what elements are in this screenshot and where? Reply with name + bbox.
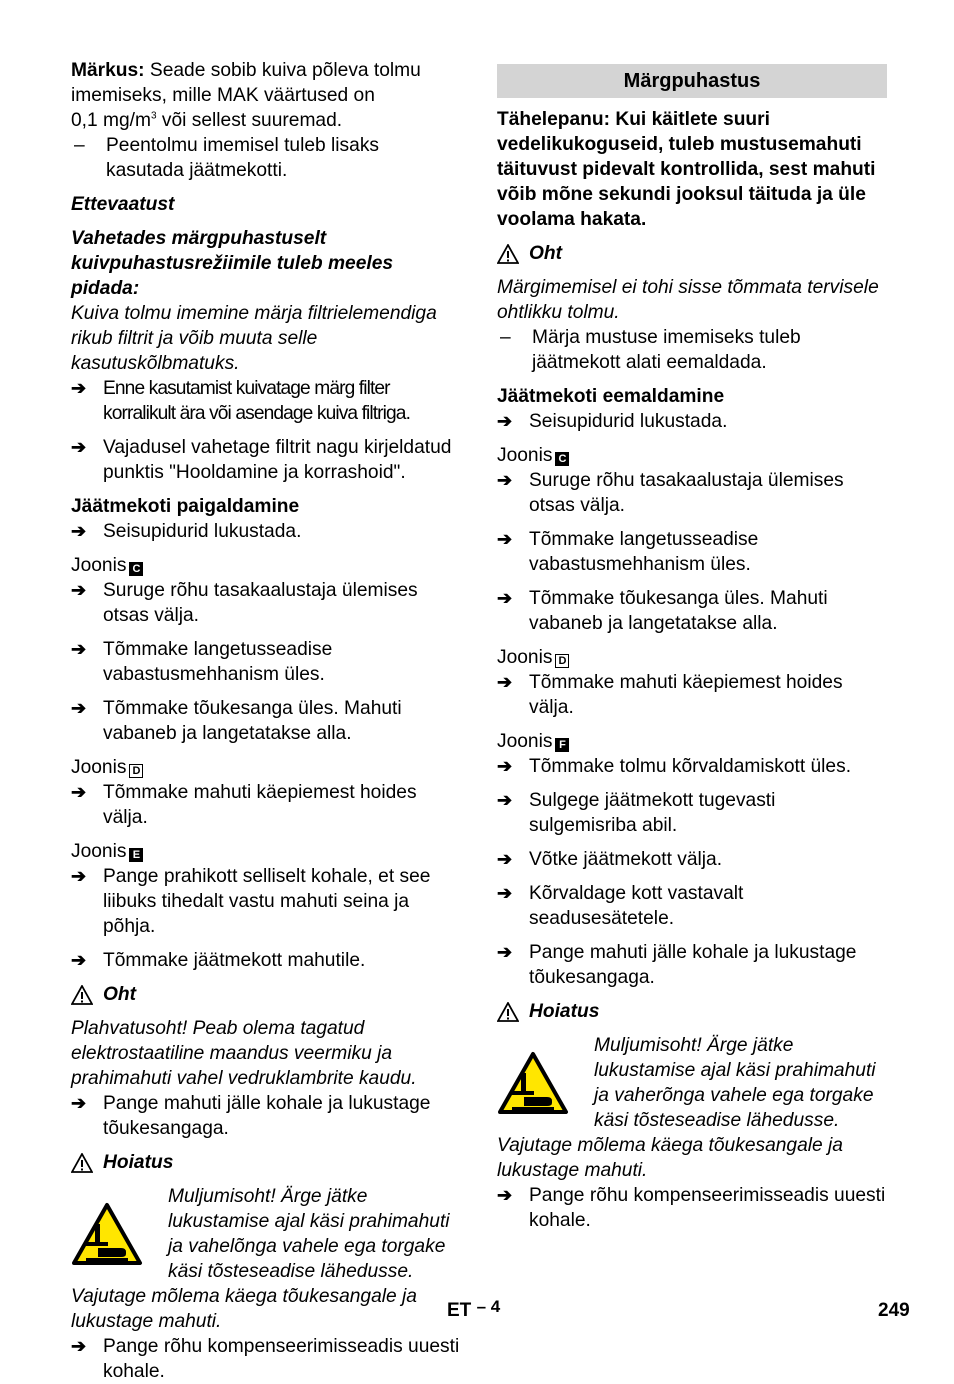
step-text: Suruge rõhu tasakaalustaja ülemises otsas välja. xyxy=(103,580,418,626)
step-item xyxy=(497,1183,887,1233)
figure-c-icon: C xyxy=(555,452,569,466)
step-item xyxy=(71,637,461,687)
step-item xyxy=(71,1091,461,1141)
step-item xyxy=(71,696,461,746)
step-item xyxy=(497,586,887,636)
dash-icon: – xyxy=(500,327,511,348)
figure-ref xyxy=(497,443,887,468)
step-item xyxy=(71,578,461,628)
step-text: Vajadusel vahetage filtrit nagu kirjeldatud punktis "Hooldamine ja korrashoid". xyxy=(103,437,452,483)
step-text: Tõmmake langetusseadise vabastusmehhanism üles. xyxy=(529,529,759,575)
figure-d-icon: D xyxy=(555,654,569,668)
step-item xyxy=(497,409,887,434)
section-title: Märgpuhastus xyxy=(497,64,887,98)
danger-heading xyxy=(71,982,461,1007)
arrow-icon: ➔ xyxy=(497,756,513,776)
step-text: Tõmmake jäätmekott mahutile. xyxy=(103,950,366,971)
right-column xyxy=(497,64,887,1233)
figure-ref xyxy=(497,645,887,670)
dash-item xyxy=(497,325,887,375)
arrow-icon: ➔ xyxy=(71,521,87,541)
arrow-icon: ➔ xyxy=(497,672,513,692)
figure-e-icon: E xyxy=(129,848,143,862)
footer-page-ref: – 4 xyxy=(476,1297,501,1316)
step-item xyxy=(497,670,887,720)
caution-text: Kuiva tolmu imemine märja filtrielemendiga rikub filtrit ja võib muuta selle kasutuskõlbmatuks. xyxy=(71,303,437,374)
step-item xyxy=(497,468,887,518)
caution-title: Ettevaatust xyxy=(71,194,175,215)
figure-ref xyxy=(497,729,887,754)
footer-language xyxy=(447,1298,500,1323)
step-text: Tõmmake langetusseadise vabastusmehhanism üles. xyxy=(103,639,333,685)
hand-crush-hazard-icon xyxy=(497,1051,569,1115)
figure-label: Joonis xyxy=(497,731,553,752)
step-item xyxy=(71,435,461,485)
step-text: Pange rõhu kompenseerimisseadis uuesti kohale. xyxy=(103,1336,460,1382)
hand-crush-hazard-icon xyxy=(71,1202,143,1266)
step-text: Võtke jäätmekott välja. xyxy=(529,849,723,870)
danger-text: Plahvatusoht! Peab olema tagatud elektrostaatiline maandus veermiku ja prahimahuti vahel vedruklambrite kaudu. xyxy=(71,1018,417,1089)
step-text: Tõmmake tolmu kõrvaldamiskott üles. xyxy=(529,756,852,777)
step-item xyxy=(497,940,887,990)
step-item xyxy=(497,881,887,931)
danger-text: Märgimemisel ei tohi sisse tõmmata tervisele ohtlikku tolmu. xyxy=(497,277,879,323)
arrow-icon: ➔ xyxy=(497,942,513,962)
warning-after: Vajutage mõlema käega tõukesangale ja lukustage mahuti. xyxy=(497,1135,843,1181)
figure-label: Joonis xyxy=(71,555,127,576)
arrow-icon: ➔ xyxy=(497,470,513,490)
danger-title: Oht xyxy=(529,243,563,264)
arrow-icon: ➔ xyxy=(497,588,513,608)
figure-label: Joonis xyxy=(497,445,553,466)
warning-triangle-icon xyxy=(497,1002,519,1022)
dash-icon: – xyxy=(74,135,85,156)
warning-title: Hoiatus xyxy=(529,1001,600,1022)
figure-c-icon: C xyxy=(129,562,143,576)
page-number: 249 xyxy=(878,1300,910,1321)
step-text: Seisupidurid lukustada. xyxy=(529,411,728,432)
arrow-icon: ➔ xyxy=(71,950,87,970)
warning-heading xyxy=(497,999,887,1024)
warning-title: Hoiatus xyxy=(103,1152,174,1173)
step-text: Pange mahuti jälle kohale ja lukustage tõukesangaga. xyxy=(103,1093,431,1139)
arrow-icon: ➔ xyxy=(497,790,513,810)
step-text: Kõrvaldage kott vastavalt seadusesätetele. xyxy=(529,883,744,929)
step-item xyxy=(497,788,887,838)
step-text: Tõmmake mahuti käepiemest hoides välja. xyxy=(103,782,417,828)
arrow-icon: ➔ xyxy=(71,782,87,802)
warning-after: Vajutage mõlema käega tõukesangale ja lukustage mahuti. xyxy=(71,1286,417,1332)
step-item xyxy=(71,1334,461,1384)
warning-triangle-icon xyxy=(71,1153,93,1173)
arrow-icon: ➔ xyxy=(71,437,87,457)
step-text: Pange prahikott selliselt kohale, et see liibuks tihedalt vastu mahuti seina ja põhja. xyxy=(103,866,431,937)
caution-bold: Vahetades märgpuhastuselt kuivpuhastusrežiimile tuleb meeles pidada: xyxy=(71,228,394,299)
step-item xyxy=(71,780,461,830)
arrow-icon: ➔ xyxy=(497,1185,513,1205)
step-item xyxy=(71,519,461,544)
warning-picture xyxy=(497,1033,594,1133)
figure-label: Joonis xyxy=(71,757,127,778)
step-text: Tõmmake tõukesanga üles. Mahuti vabaneb ja langetatakse alla. xyxy=(103,698,402,744)
note-unit-sup: 3 xyxy=(150,110,157,122)
step-text: Pange rõhu kompenseerimisseadis uuesti kohale. xyxy=(529,1185,886,1231)
step-text: Tõmmake tõukesanga üles. Mahuti vabaneb ja langetatakse alla. xyxy=(529,588,828,634)
dash-item-text: Peentolmu imemisel tuleb lisaks kasutada jäätmekotti. xyxy=(106,135,380,181)
note-tail: või sellest suuremad. xyxy=(156,110,343,131)
arrow-icon: ➔ xyxy=(71,866,87,886)
arrow-icon: ➔ xyxy=(497,883,513,903)
remove-heading: Jäätmekoti eemaldamine xyxy=(497,386,725,407)
warning-box xyxy=(71,1184,461,1284)
arrow-icon: ➔ xyxy=(71,580,87,600)
figure-ref xyxy=(71,839,461,864)
step-item xyxy=(71,376,461,426)
note-text: Seade sobib kuiva põleva tolmu imemiseks, mille MAK väärtused on xyxy=(71,60,421,106)
step-item xyxy=(71,948,461,973)
arrow-icon: ➔ xyxy=(497,529,513,549)
note-unit: 0,1 mg/m xyxy=(71,110,151,131)
arrow-icon: ➔ xyxy=(71,639,87,659)
warning-triangle-icon xyxy=(497,244,519,264)
warning-picture xyxy=(71,1184,168,1284)
danger-title: Oht xyxy=(103,984,137,1005)
step-text: Seisupidurid lukustada. xyxy=(103,521,302,542)
step-text: Suruge rõhu tasakaalustaja ülemises otsas välja. xyxy=(529,470,844,516)
danger-heading xyxy=(497,241,887,266)
figure-ref xyxy=(71,553,461,578)
arrow-icon: ➔ xyxy=(71,1093,87,1113)
warning-triangle-icon xyxy=(71,985,93,1005)
note-paragraph xyxy=(71,58,461,133)
step-item xyxy=(497,847,887,872)
warning-text: Muljumisoht! Ärge jätke lukustamise ajal käsi prahimahuti ja vahelõnga vahele ega torgake käsi tõsteseadise lähedusse. xyxy=(168,1186,450,1282)
attention-text: Tähelepanu: Kui käitlete suuri vedelikukoguseid, tuleb mustusemahuti täituvust pidevalt kontrollida, sest mahuti võib mõne sekundi jooksul täituda ja üle voolama hakata. xyxy=(497,109,876,230)
left-column xyxy=(71,58,461,1384)
warning-box xyxy=(497,1033,887,1133)
step-item xyxy=(71,864,461,939)
step-text: Tõmmake mahuti käepiemest hoides välja. xyxy=(529,672,843,718)
dash-item xyxy=(71,133,461,183)
step-item xyxy=(497,754,887,779)
arrow-icon: ➔ xyxy=(71,698,87,718)
step-text: Sulgege jäätmekott tugevasti sulgemisriba abil. xyxy=(529,790,776,836)
arrow-icon: ➔ xyxy=(71,378,87,398)
step-text: Pange mahuti jälle kohale ja lukustage tõukesangaga. xyxy=(529,942,857,988)
step-text: Enne kasutamist kuivatage märg filter korralikult ära või asendage kuiva filtriga. xyxy=(103,378,411,424)
figure-f-icon: F xyxy=(555,738,569,752)
dash-item-text: Märja mustuse imemiseks tuleb jäätmekott alati eemaldada. xyxy=(532,327,801,373)
figure-d-icon: D xyxy=(129,764,143,778)
figure-label: Joonis xyxy=(497,647,553,668)
arrow-icon: ➔ xyxy=(71,1336,87,1356)
figure-label: Joonis xyxy=(71,841,127,862)
step-item xyxy=(497,527,887,577)
arrow-icon: ➔ xyxy=(497,411,513,431)
warning-text: Muljumisoht! Ärge jätke lukustamise ajal käsi prahimahuti ja vaherõnga vahele ega torgake käsi tõsteseadise lähedusse. xyxy=(594,1035,876,1131)
install-heading: Jäätmekoti paigaldamine xyxy=(71,496,300,517)
figure-ref xyxy=(71,755,461,780)
arrow-icon: ➔ xyxy=(497,849,513,869)
footer-lang: ET xyxy=(447,1300,472,1321)
warning-heading xyxy=(71,1150,461,1175)
note-label: Märkus: xyxy=(71,60,145,81)
